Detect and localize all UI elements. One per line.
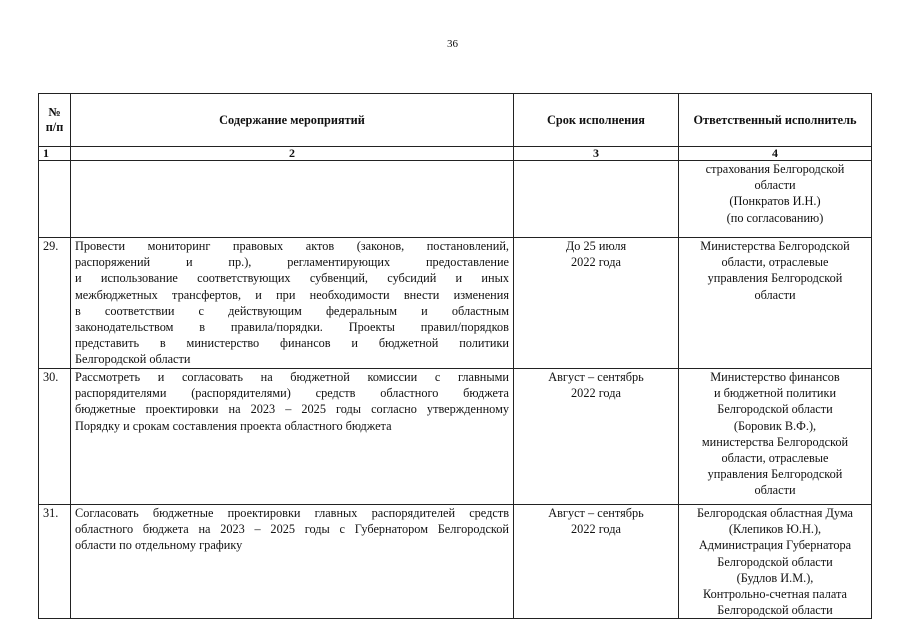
text-line: (Клепиков Ю.Н.), bbox=[728, 522, 822, 537]
table-row bbox=[39, 505, 872, 619]
row-content bbox=[71, 505, 514, 619]
text-line: (Боровик В.Ф.), bbox=[733, 418, 817, 433]
column-number-row bbox=[39, 147, 872, 161]
row-responsible bbox=[679, 238, 872, 369]
text-line: Провести мониторинг правовых актов (законов, постановлений, bbox=[75, 239, 509, 253]
table-row bbox=[39, 238, 872, 369]
column-number-1: 1 bbox=[39, 147, 71, 161]
action-plan-table bbox=[38, 93, 872, 619]
table-row bbox=[39, 369, 872, 505]
row-deadline bbox=[514, 238, 679, 369]
text-line: областного бюджета на 2023 – 2025 годы с Губернатором Белгородской bbox=[75, 522, 509, 537]
page-number: 36 bbox=[447, 38, 458, 50]
header-responsible: Ответственный исполнитель bbox=[679, 94, 872, 147]
column-number-2: 2 bbox=[71, 147, 514, 161]
text-line: Белгородской области bbox=[717, 603, 833, 618]
text-line: (по согласованию) bbox=[726, 210, 824, 225]
text-line: бюджетные проектировки на 2023 – 2025 годы согласно утвержденному bbox=[75, 402, 509, 417]
row-number: 31. bbox=[39, 505, 71, 619]
table-row-continuation bbox=[39, 161, 872, 238]
text-line: 2022 года bbox=[571, 522, 621, 537]
row-number: 30. bbox=[39, 369, 71, 505]
text-line: управления Белгородской bbox=[707, 271, 843, 286]
text-line: Контрольно-счетная палата bbox=[703, 587, 847, 602]
text-line: Август – сентябрь bbox=[548, 506, 644, 520]
text-line: области по отдельному графику bbox=[75, 538, 243, 553]
continuation-deadline bbox=[514, 161, 679, 238]
text-line: законодательством в правила/порядки. Проекты правил/порядков bbox=[75, 320, 509, 335]
row-responsible bbox=[679, 505, 872, 619]
continuation-responsible bbox=[679, 161, 872, 238]
text-line: Министерства Белгородской bbox=[700, 239, 850, 253]
header-num: № п/п bbox=[39, 94, 71, 147]
header-content: Содержание мероприятий bbox=[71, 94, 514, 147]
column-number-3: 3 bbox=[514, 147, 679, 161]
text-line: Министерство финансов bbox=[710, 370, 840, 384]
text-line: (Будлов И.М.), bbox=[736, 570, 814, 585]
text-line: Белгородской области bbox=[717, 402, 833, 417]
text-line: Белгородской области bbox=[75, 352, 191, 367]
text-line: в соответствии с действующим федеральным и областным bbox=[75, 303, 509, 318]
text-line: Администрация Губернатора bbox=[698, 538, 852, 553]
text-line: и бюджетной политики bbox=[713, 386, 837, 401]
row-responsible bbox=[679, 369, 872, 505]
text-line: управления Белгородской bbox=[707, 467, 843, 482]
text-line: Август – сентябрь bbox=[548, 370, 644, 384]
text-line: министерства Белгородской bbox=[701, 434, 849, 449]
text-line: Согласовать бюджетные проектировки главных распорядителей средств bbox=[75, 506, 509, 520]
text-line: Белгородской области bbox=[717, 554, 833, 569]
row-content bbox=[71, 238, 514, 369]
text-line: области bbox=[754, 287, 796, 302]
text-line: области bbox=[754, 178, 796, 193]
text-line: Белгородская областная Дума bbox=[697, 506, 853, 520]
text-line: распоряжений и пр.), регламентирующих предоставление bbox=[75, 255, 509, 270]
row-number: 29. bbox=[39, 238, 71, 369]
header-deadline: Срок исполнения bbox=[514, 94, 679, 147]
text-line: страхования Белгородской bbox=[705, 162, 845, 176]
continuation-num bbox=[39, 161, 71, 238]
continuation-content bbox=[71, 161, 514, 238]
table-header-row bbox=[39, 94, 872, 147]
text-line: межбюджетных трансфертов, и при необходимости внести изменения bbox=[75, 287, 509, 302]
text-line: области bbox=[754, 483, 796, 498]
text-line: (Понкратов И.Н.) bbox=[729, 194, 821, 209]
text-line: Рассмотреть и согласовать на бюджетной комиссии с главными bbox=[75, 370, 509, 384]
column-number-4: 4 bbox=[679, 147, 872, 161]
row-content bbox=[71, 369, 514, 505]
text-line: 2022 года bbox=[571, 255, 621, 270]
text-line: Порядку и срокам составления проекта областного бюджета bbox=[75, 418, 392, 433]
row-deadline bbox=[514, 369, 679, 505]
text-line: 2022 года bbox=[571, 386, 621, 401]
text-line: распорядителями (распорядителями) средств областного бюджета bbox=[75, 386, 509, 401]
text-line: и использование соответствующих субвенций, субсидий и иных bbox=[75, 271, 509, 286]
text-line: области, отраслевые bbox=[721, 255, 829, 270]
text-line: представить в министерство финансов и бюджетной политики bbox=[75, 336, 509, 351]
row-deadline bbox=[514, 505, 679, 619]
text-line: До 25 июля bbox=[565, 239, 627, 253]
text-line: области, отраслевые bbox=[721, 451, 829, 466]
